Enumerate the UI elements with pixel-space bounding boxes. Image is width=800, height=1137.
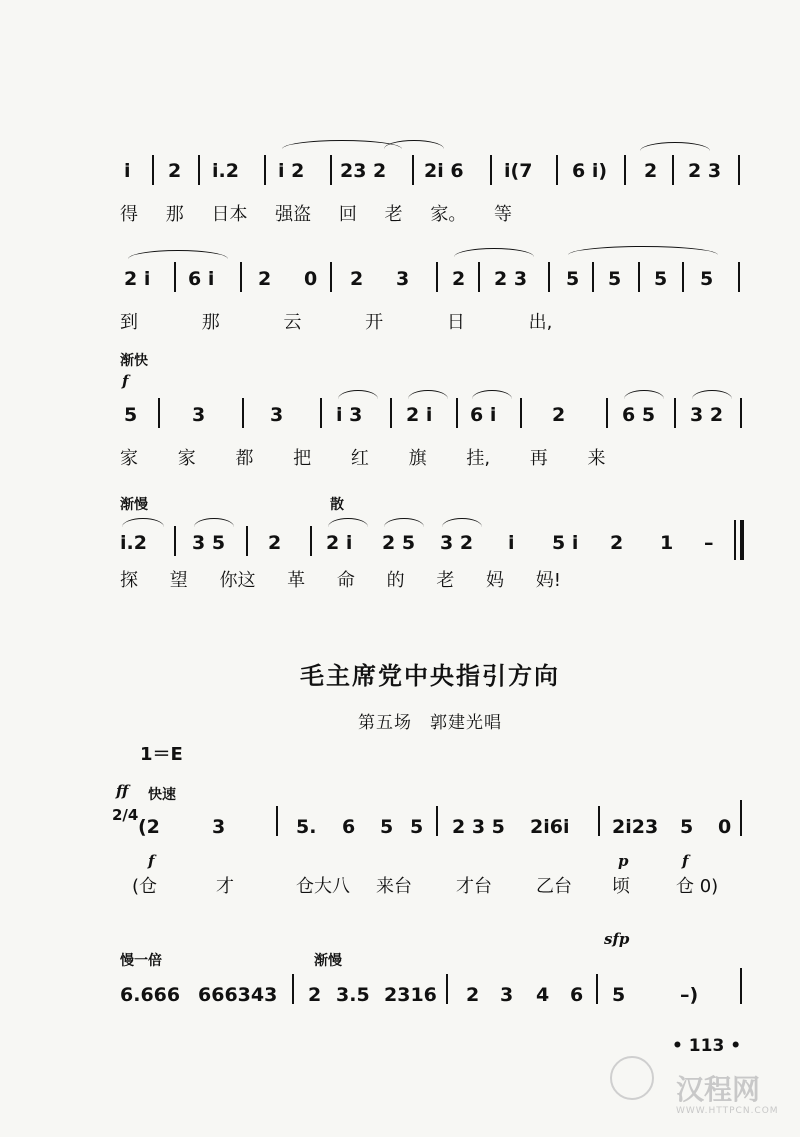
barline xyxy=(456,398,458,428)
barline xyxy=(310,526,312,556)
slur xyxy=(568,246,718,255)
note: 5 xyxy=(608,268,622,290)
barline xyxy=(174,526,176,556)
note: i.2 xyxy=(120,532,147,554)
note: 4 xyxy=(536,984,550,1006)
slur xyxy=(408,390,448,399)
note: 5 xyxy=(612,984,626,1006)
note: 2316 xyxy=(384,984,437,1006)
percussion-syllable: (仓 xyxy=(132,876,158,897)
barline xyxy=(598,806,600,836)
note: 5 i xyxy=(552,532,579,554)
note: 3 xyxy=(396,268,410,290)
barline xyxy=(436,806,438,836)
note: i(7 xyxy=(504,160,533,182)
tempo-marking: 快速 xyxy=(148,787,176,803)
note: 6 xyxy=(570,984,584,1006)
barline xyxy=(242,398,244,428)
dynamic-marking: sfp xyxy=(604,930,630,948)
lyric-line: 得 那 日本 强盗 回 老 家。 等 xyxy=(120,204,513,225)
dynamic-marking: f xyxy=(148,852,155,870)
lyric-line: 家 家 都 把 红 旗 挂, 再 来 xyxy=(120,448,606,469)
slur xyxy=(194,518,234,527)
note: 6 xyxy=(342,816,356,838)
watermark-url: WWW.HTTPCN.COM xyxy=(676,1106,779,1116)
note: i xyxy=(124,160,131,182)
note: –) xyxy=(680,984,699,1006)
barline xyxy=(520,398,522,428)
barline xyxy=(672,155,674,185)
barline xyxy=(390,398,392,428)
barline xyxy=(330,155,332,185)
note: 2 xyxy=(168,160,182,182)
note: 2i6i xyxy=(530,816,570,838)
note: 6.666 xyxy=(120,984,181,1006)
barline xyxy=(152,155,154,185)
percussion-syllable: 来台 xyxy=(376,876,412,897)
barline xyxy=(330,262,332,292)
percussion-syllable: 顷 xyxy=(612,876,630,897)
note: 2 xyxy=(268,532,282,554)
slur xyxy=(624,390,664,399)
slur xyxy=(128,250,228,259)
note: 2 xyxy=(466,984,480,1006)
note: 5 xyxy=(654,268,668,290)
note: 2 xyxy=(552,404,566,426)
note: 0 xyxy=(304,268,318,290)
barline xyxy=(174,262,176,292)
barline xyxy=(446,974,448,1004)
watermark-brand: 汉程网 xyxy=(676,1073,761,1106)
note: 2 xyxy=(610,532,624,554)
note: 666343 xyxy=(198,984,278,1006)
note: 2i 6 xyxy=(424,160,464,182)
note: – xyxy=(704,532,714,554)
slur xyxy=(384,140,444,149)
note: 2 xyxy=(258,268,272,290)
note: 5 xyxy=(680,816,694,838)
barline xyxy=(738,262,740,292)
note: 5. xyxy=(296,816,317,838)
page-number: • 113 • xyxy=(672,1036,742,1056)
note: 2 3 xyxy=(494,268,528,290)
barline xyxy=(556,155,558,185)
note: 6 i) xyxy=(572,160,608,182)
lyric-line: 探 望 你这 革 命 的 老 妈 妈! xyxy=(120,570,561,591)
slur xyxy=(454,248,534,257)
barline xyxy=(682,262,684,292)
note: 6 i xyxy=(470,404,497,426)
section-title: 毛主席党中央指引方向 xyxy=(300,662,560,690)
percussion-syllable: 才台 xyxy=(456,876,492,897)
note: 2 xyxy=(308,984,322,1006)
barline xyxy=(246,526,248,556)
tempo-marking: 慢一倍 xyxy=(120,953,162,969)
barline xyxy=(292,974,294,1004)
barline xyxy=(478,262,480,292)
tempo-marking: 散 xyxy=(330,497,344,513)
note: i xyxy=(508,532,515,554)
note: 2 i xyxy=(124,268,151,290)
percussion-syllable: 仓 0) xyxy=(676,876,719,897)
note: 2 5 xyxy=(382,532,416,554)
barline xyxy=(320,398,322,428)
note: i 3 xyxy=(336,404,363,426)
note: 3 xyxy=(192,404,206,426)
slur xyxy=(328,518,368,527)
note: i 2 xyxy=(278,160,305,182)
note: 2 xyxy=(350,268,364,290)
section-subtitle: 第五场 郭建光唱 xyxy=(358,713,502,733)
note: 5 xyxy=(566,268,580,290)
note: i.2 xyxy=(212,160,239,182)
slur xyxy=(442,518,482,527)
barline xyxy=(674,398,676,428)
note: 2 xyxy=(644,160,658,182)
barline xyxy=(264,155,266,185)
barline xyxy=(740,968,742,1004)
note: 3 5 xyxy=(192,532,226,554)
barline xyxy=(412,155,414,185)
note: (2 xyxy=(138,816,160,838)
barline xyxy=(606,398,608,428)
barline xyxy=(548,262,550,292)
barline xyxy=(490,155,492,185)
percussion-syllable: 仓大八 xyxy=(296,876,350,897)
note: 3 xyxy=(212,816,226,838)
note: 3 2 xyxy=(690,404,724,426)
note: 3 xyxy=(500,984,514,1006)
note: 5 xyxy=(380,816,394,838)
note: 6 5 xyxy=(622,404,656,426)
barline xyxy=(436,262,438,292)
note: 2 3 5 xyxy=(452,816,505,838)
tempo-marking: 渐慢 xyxy=(314,953,342,969)
note: 23 2 xyxy=(340,160,387,182)
barline xyxy=(624,155,626,185)
note: 2i23 xyxy=(612,816,659,838)
note: 3.5 xyxy=(336,984,370,1006)
note: 1 xyxy=(660,532,674,554)
barline xyxy=(198,155,200,185)
tempo-marking: 渐快 xyxy=(120,353,148,369)
note: 5 xyxy=(700,268,714,290)
dynamic-marking: f xyxy=(682,852,689,870)
barline xyxy=(734,520,736,560)
barline xyxy=(240,262,242,292)
barline xyxy=(740,398,742,428)
time-signature: 2/4 xyxy=(112,806,139,824)
note: 3 xyxy=(270,404,284,426)
note: 2 3 xyxy=(688,160,722,182)
note: 2 xyxy=(452,268,466,290)
dynamic-marking: p xyxy=(618,852,629,870)
note: 6 i xyxy=(188,268,215,290)
note: 5 xyxy=(410,816,424,838)
barline xyxy=(592,262,594,292)
barline xyxy=(596,974,598,1004)
dynamic-marking: f xyxy=(122,372,129,390)
slur xyxy=(640,142,710,151)
slur xyxy=(472,390,512,399)
key-signature: 1＝E xyxy=(140,744,183,765)
barline xyxy=(638,262,640,292)
note: 2 i xyxy=(406,404,433,426)
tempo-marking: 渐慢 xyxy=(120,497,148,513)
note: 2 i xyxy=(326,532,353,554)
percussion-syllable: 才 xyxy=(216,876,234,897)
note: 5 xyxy=(124,404,138,426)
note: 0 xyxy=(718,816,732,838)
barline xyxy=(738,155,740,185)
slur xyxy=(338,390,378,399)
lyric-line: 到 那 云 开 日 出, xyxy=(120,312,553,333)
barline xyxy=(158,398,160,428)
slur xyxy=(122,518,164,527)
dynamic-marking: ff xyxy=(116,782,129,800)
slur xyxy=(692,390,732,399)
barline xyxy=(276,806,278,836)
watermark-logo-icon xyxy=(610,1056,654,1100)
final-barline xyxy=(740,520,744,560)
slur xyxy=(384,518,424,527)
percussion-syllable: 乙台 xyxy=(536,876,572,897)
barline xyxy=(740,800,742,836)
note: 3 2 xyxy=(440,532,474,554)
